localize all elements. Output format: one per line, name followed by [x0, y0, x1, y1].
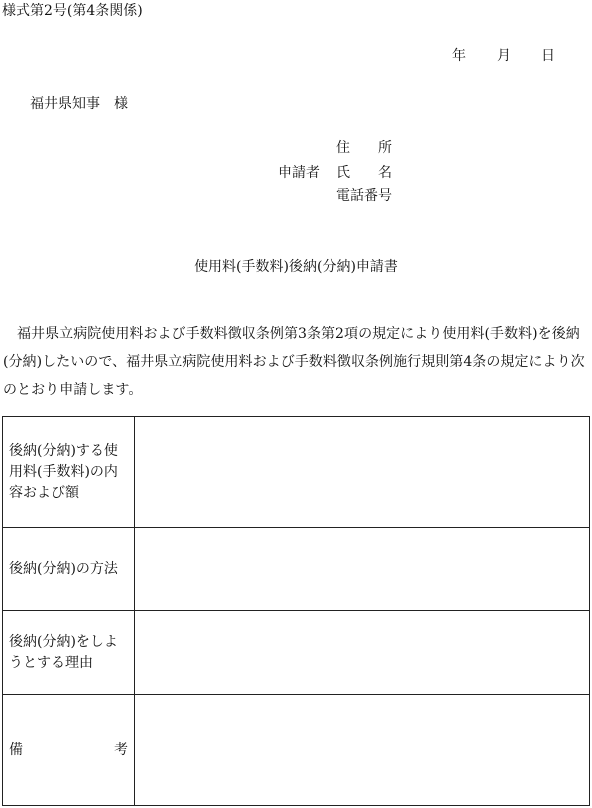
recipient: 福井県知事 様 [30, 96, 128, 112]
date-month: 月 [497, 48, 511, 64]
row-label: 後納(分納)する使用料(手数料)の内容および額 [3, 417, 135, 528]
date-year: 年 [452, 48, 466, 64]
row-value[interactable] [135, 417, 590, 528]
table-row [3, 695, 590, 806]
table-row [3, 611, 590, 695]
form-number: 様式第2号(第4条関係) [2, 3, 143, 19]
name-label: 氏 名 [336, 165, 392, 181]
address-label: 住 所 [336, 140, 392, 156]
applicant-label: 申請者 [278, 165, 320, 181]
row-value[interactable] [135, 611, 590, 695]
remarks-label-right: 考 [114, 741, 128, 758]
table-row [3, 417, 590, 528]
remarks-label-left: 備 [9, 741, 23, 758]
date-day: 日 [541, 48, 555, 64]
row-label: 後納(分納)の方法 [3, 528, 135, 611]
phone-label: 電話番号 [336, 188, 392, 204]
table-row [3, 528, 590, 611]
row-value[interactable] [135, 528, 590, 611]
remarks-value[interactable] [135, 695, 590, 806]
document-title: 使用料(手数料)後納(分納)申請書 [194, 259, 398, 275]
row-label: 後納(分納)をしようとする理由 [3, 611, 135, 695]
remarks-label [3, 695, 135, 806]
body-paragraph: 福井県立病院使用料および手数料徴収条例第3条第2項の規定により使用料(手数料)を後納(分納)したいので、福井県立病院使用料および手数料徴収条例施行規則第4条の規定により次のとおり申請します。 [3, 326, 585, 398]
application-table [2, 416, 590, 806]
